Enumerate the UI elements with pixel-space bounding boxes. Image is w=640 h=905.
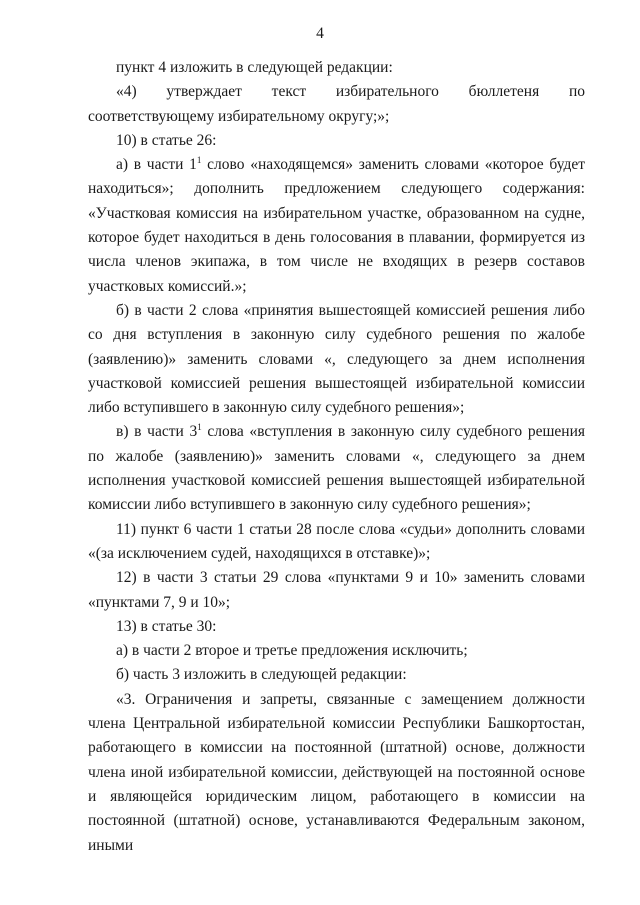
paragraph xyxy=(88,420,585,517)
paragraph: 12) в части 3 статьи 29 слова «пунктами 9 и 10» заменить словами «пунктами 7, 9 и 10»; xyxy=(88,569,585,611)
paragraph-text: слова «вступления в законную силу судебного решения по жалобе (заявлению)» заменить словами «, следующего за днем исполнения участковой комиссией решения вышестоящей избирательной комиссии либо вступившего в законную силу судебного решения»; xyxy=(88,423,585,514)
paragraph: 10) в статье 26: xyxy=(116,131,217,149)
paragraph: 13) в статье 30: xyxy=(116,617,217,635)
paragraph: 11) пункт 6 части 1 статьи 28 после слова «судьи» дополнить словами «(за исключением судей, находящихся в отставке)»; xyxy=(88,520,585,562)
paragraph: «Участковая комиссия на избирательном участке, образованном на судне, которое будет находиться в день голосования в плавании, формируется из числа членов экипажа, в том числе не входящих в резерв составов участковых комиссий.»; xyxy=(88,204,585,295)
paragraph-text: а) в части 1 xyxy=(116,156,197,174)
paragraph: пункт 4 изложить в следующей редакции: xyxy=(116,59,393,76)
paragraph: «3. Ограничения и запреты, связанные с замещением должности члена Центральной избирательной комиссии Республики Башкортостан, работающего в комиссии на постоянной (штатной) основе, должности члена иной избирательной комиссии, действующей на постоянной основе и являющейся юридическим лицом, работающего в комиссии на постоянной (штатной) основе, устанавливаются Федеральным законом, иными xyxy=(88,690,585,854)
paragraph: б) в части 2 слова «принятия вышестоящей комиссией решения либо со дня вступления в законную силу судебного решения по жалобе (заявлению)» заменить словами «, следующего за днем исполнения участковой комиссией решения вышестоящей избирательной комиссии либо вступившего в законную силу судебного решения»; xyxy=(88,301,585,417)
superscript: 1 xyxy=(197,422,202,433)
paragraph-text: слово «находящемся» заменить словами «которое будет находиться»; дополнить предложением следующего содержания: xyxy=(88,156,586,198)
document-body xyxy=(88,56,585,858)
paragraph: а) в части 2 второе и третье предложения исключить; xyxy=(116,642,468,660)
page-number: 4 xyxy=(316,25,324,42)
superscript: 1 xyxy=(196,155,202,166)
paragraph-text: в) в части 3 xyxy=(116,423,198,441)
paragraph: «4) утверждает текст избирательного бюллетеня по соответствующему избирательному округу;»; xyxy=(88,83,585,125)
paragraph: б) часть 3 изложить в следующей редакции: xyxy=(116,666,407,684)
paragraph xyxy=(88,153,585,202)
